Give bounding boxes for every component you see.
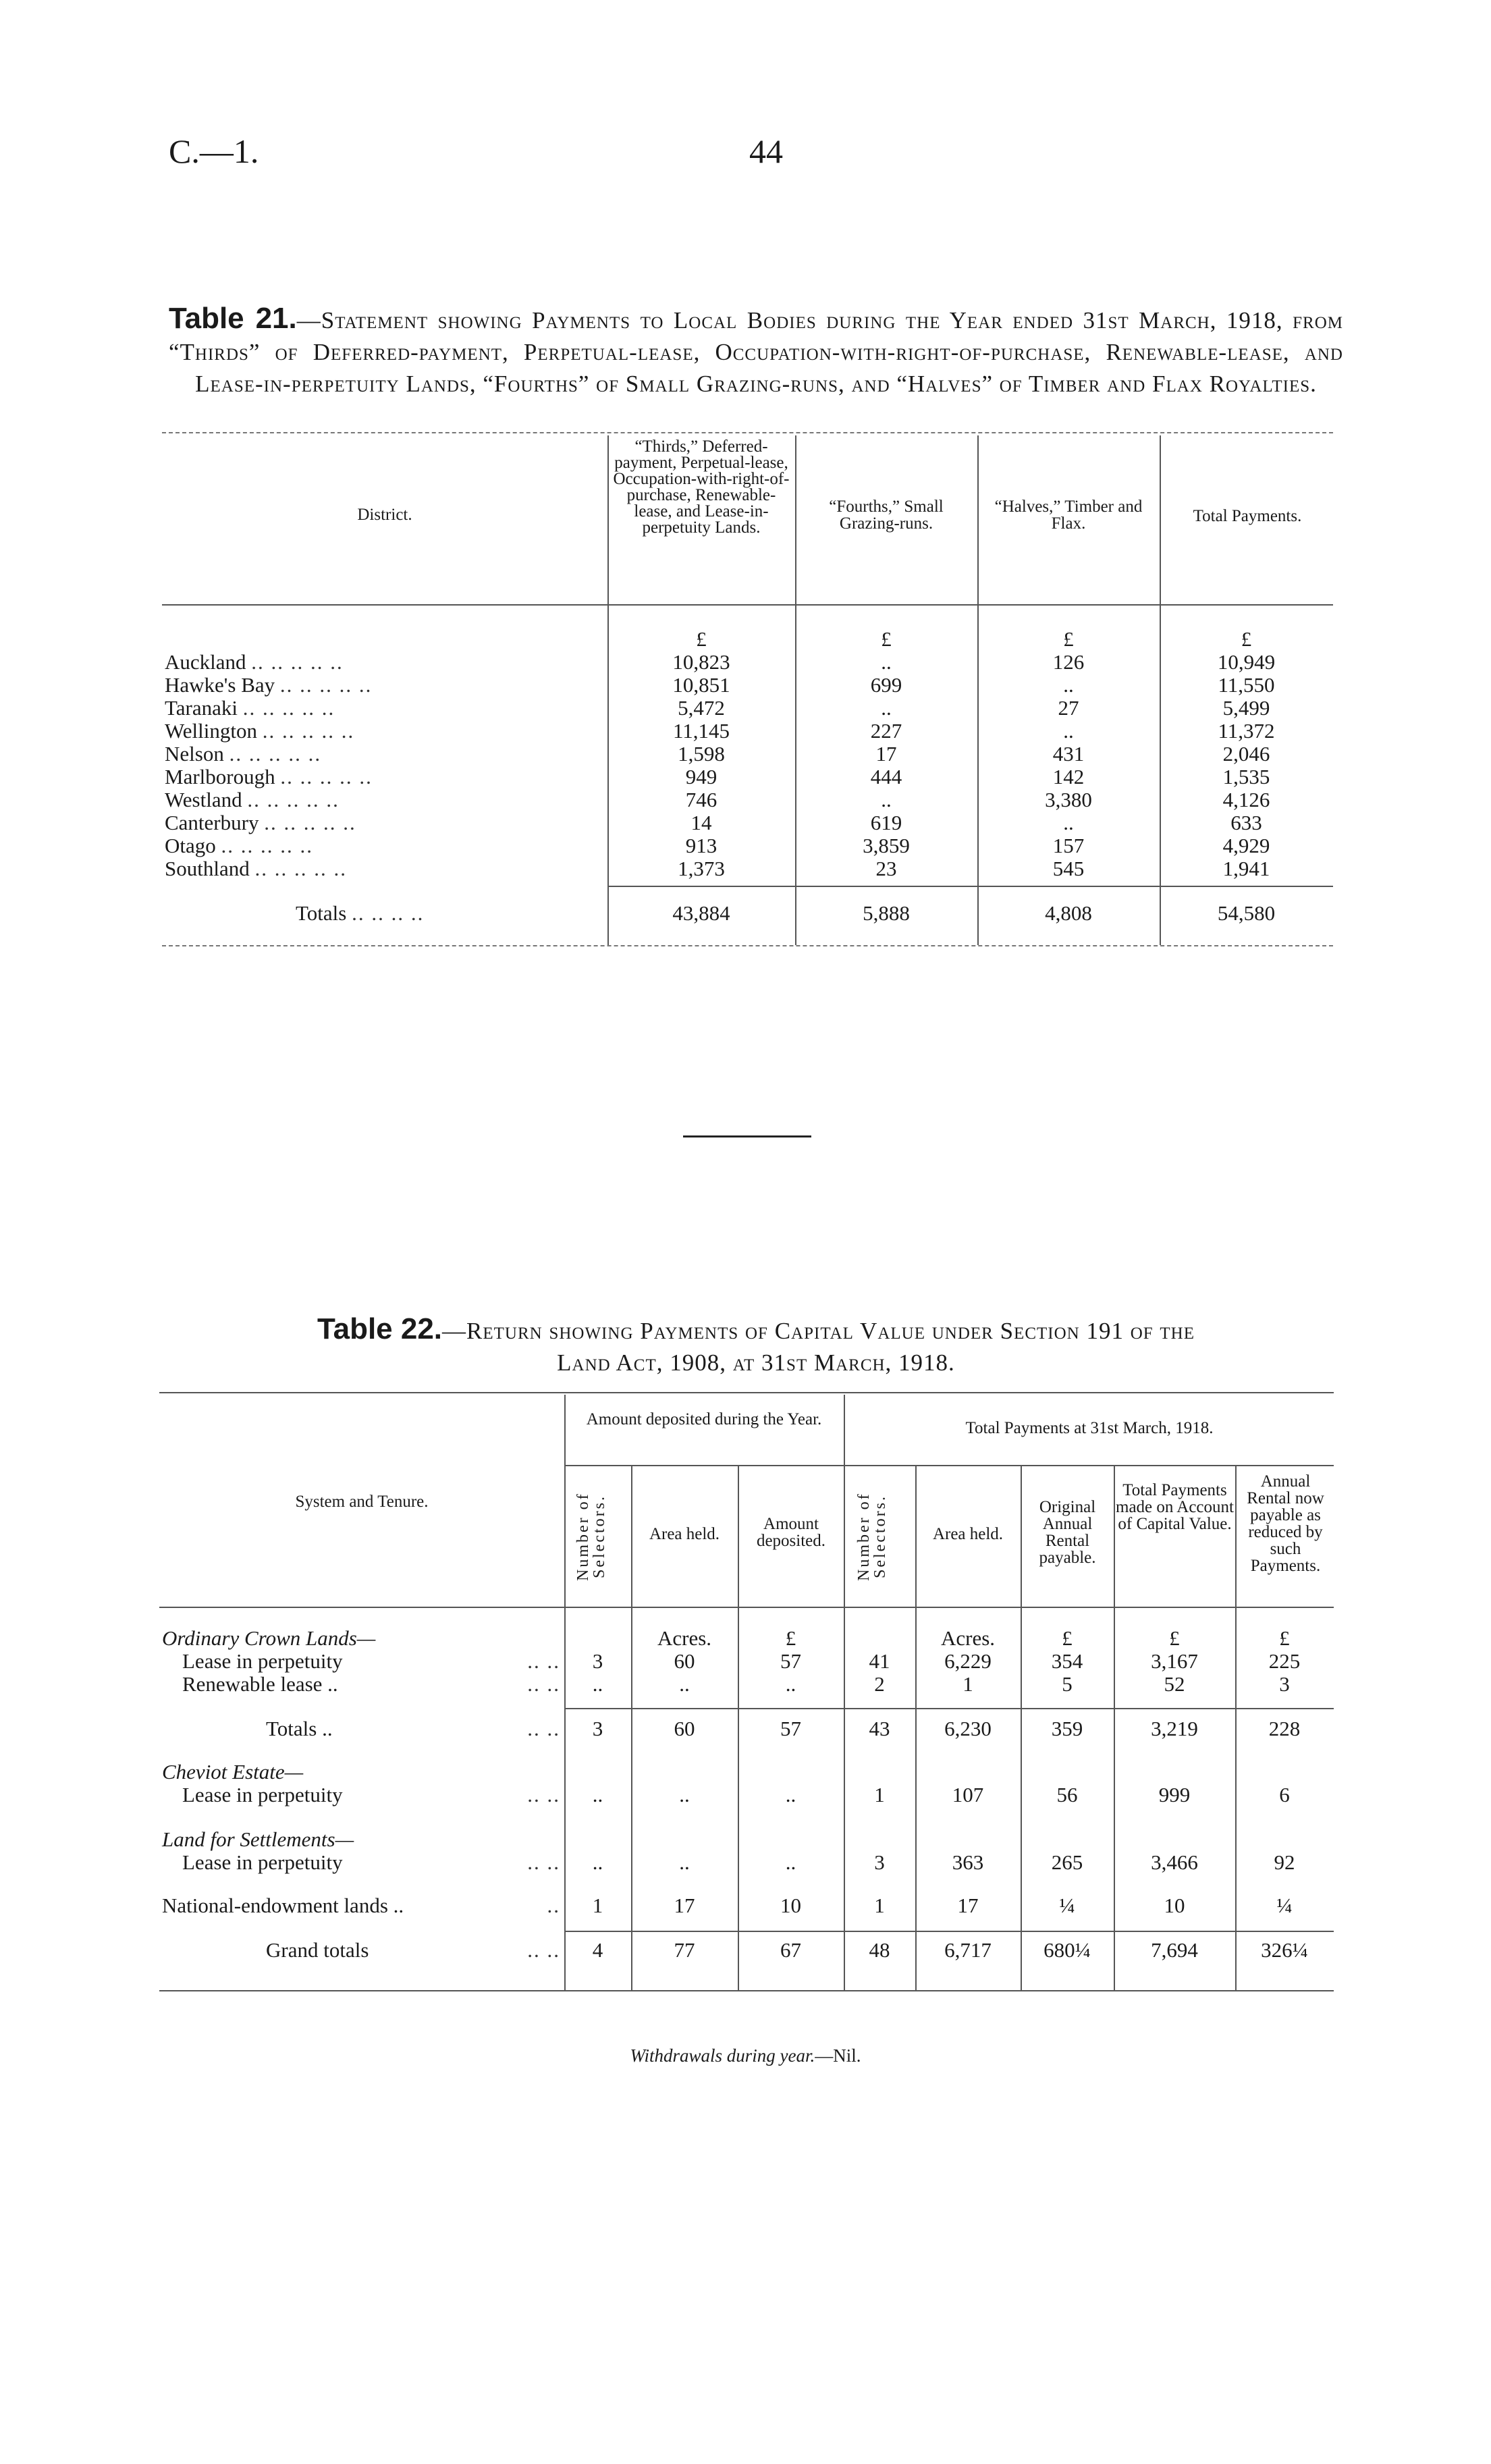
halves-value: 142 [1052,765,1085,788]
header-original-annual-rental: Original Annual Rental payable. [1039,1498,1096,1567]
halves-value: .. [1063,673,1074,697]
selectors-year: 1 [592,1894,603,1917]
area-year: .. [679,1783,690,1806]
withdrawals-footnote [0,2045,1491,2066]
spacer-row [161,880,1333,902]
total-value: 5,499 [1222,696,1270,720]
tenure-label: National-endowment lands .. [162,1894,404,1917]
halves-value: 545 [1052,857,1085,880]
district-name: Southland [165,857,250,880]
leader-dots: .. .. [527,1717,560,1740]
table-21-body [161,628,1333,925]
unit-acres: Acres. [657,1626,712,1650]
selectors-year: .. [592,1672,603,1696]
area-total: 1 [963,1672,973,1696]
annual-rental: 92 [1274,1850,1295,1874]
units-row [158,1627,1334,1650]
original-rental: 354 [1051,1649,1083,1673]
district-name: Taranaki [165,696,238,720]
district-name: Otago [165,834,216,857]
selectors-year: .. [592,1783,603,1806]
selectors-total: 3 [874,1850,885,1874]
halves-value: .. [1063,811,1074,834]
unit-pound: £ [1063,627,1074,651]
area-year: 77 [674,1938,695,1962]
thirds-value: 10,823 [672,650,730,674]
amount-year: 57 [780,1649,801,1673]
amount-year: 10 [780,1894,801,1917]
area-year: .. [679,1850,690,1874]
table-21-title [169,302,1343,400]
amount-year: .. [785,1783,796,1806]
original-rental: 265 [1051,1850,1083,1874]
header-area-held: Area held. [649,1525,720,1543]
total-value: 4,126 [1222,788,1270,811]
unit-pound: £ [1062,1626,1073,1650]
header-thirds: “Thirds,” Deferred-payment, Perpetual-lease, Occupation-with-right-of-purchase, Renewable-lease, and Lease-in-perpetuity Lands. [613,437,790,537]
annual-rental: 225 [1268,1649,1301,1673]
fourths-value: 619 [870,811,902,834]
halves-value: 431 [1052,742,1085,766]
table-22-title-line2: Land Act, 1908, at 31st March, 1918. [557,1349,955,1376]
tenure-label: Lease in perpetuity [182,1649,343,1673]
annual-rental: 6 [1279,1783,1290,1806]
selectors-total: 48 [869,1938,890,1962]
header-fourths: “Fourths,” Small Grazing-runs. [829,498,944,533]
halves-value: 157 [1052,834,1085,857]
header-area-held: Area held. [932,1525,1004,1543]
district-name: Auckland [165,650,246,674]
total-value: 2,046 [1222,742,1270,766]
table-22-bottom-rule [159,1990,1334,1991]
fourths-value: 23 [875,857,897,880]
leader-dots: .. .. .. .. .. [247,788,340,811]
original-rental: 359 [1051,1717,1083,1740]
table-21-label: Table 21. [169,302,297,335]
header-system-tenure: System and Tenure. [295,1493,429,1511]
table-row [158,1650,1334,1673]
header-total-payments: Total Payments. [1193,507,1302,525]
leader-dots: .. .. .. .. .. [264,811,356,834]
area-total: 6,717 [944,1938,992,1962]
table-row [161,743,1333,766]
area-total: 107 [952,1783,984,1806]
total-value: 11,550 [1218,673,1275,697]
selectors-total: 2 [874,1672,885,1696]
table-22-top-rule [159,1392,1334,1393]
header-number-of-selectors: Number of Selectors. [574,1492,608,1581]
leader-dots: .. .. .. .. .. [221,834,314,857]
leader-dots: .. .. .. .. .. [262,719,355,743]
table-row [161,651,1333,674]
table-21-header-rule [162,604,1333,606]
thirds-value: 746 [685,788,717,811]
tenure-label: Lease in perpetuity [182,1850,343,1874]
area-year: 60 [674,1649,695,1673]
total-value: 1,941 [1222,857,1270,880]
halves-value: 3,380 [1045,788,1092,811]
district-name: Marlborough [165,765,275,788]
fourths-value: 17 [875,742,897,766]
annual-rental: 326¼ [1261,1938,1308,1962]
thirds-value: 949 [685,765,717,788]
district-name: Wellington [165,719,257,743]
unit-pound: £ [696,627,707,651]
total-value: 633 [1230,811,1262,834]
header-amount-deposited-group: Amount deposited during the Year. [586,1410,822,1428]
leader-dots: .. .. .. .. .. [229,742,322,766]
unit-pound: £ [785,1626,796,1650]
area-total: 6,230 [944,1717,992,1740]
selectors-total: 1 [874,1894,885,1917]
area-total: 363 [952,1850,984,1874]
total-payments: 3,466 [1151,1850,1198,1874]
district-name: Westland [165,788,242,811]
thirds-total: 43,884 [672,901,730,925]
spacer-row [158,1806,1334,1828]
total-payments: 52 [1164,1672,1185,1696]
leader-dots: .. .. .. .. .. [280,765,373,788]
annual-rental: 3 [1279,1672,1290,1696]
header-number-of-selectors: Number of Selectors. [855,1492,889,1581]
footnote-label: Withdrawals during year. [630,2045,815,2066]
area-year: 60 [674,1717,695,1740]
district-name: Hawke's Bay [165,673,275,697]
tenure-label: Renewable lease .. [182,1672,338,1696]
section-land-for-settlements: Land for Settlements— [162,1827,354,1851]
selectors-total: 43 [869,1717,890,1740]
footnote-value: —Nil. [815,2045,861,2066]
selectors-total: 1 [874,1783,885,1806]
table-row [161,674,1333,697]
totals-label: Totals .. [266,1717,333,1740]
table-row [161,857,1333,880]
page-number: 44 [749,132,783,170]
halves-value: 27 [1058,696,1079,720]
totals-row [161,902,1333,925]
total-payments: 7,694 [1151,1938,1198,1962]
selectors-year: 4 [592,1938,603,1962]
table-row [161,720,1333,743]
fourths-value: .. [881,696,892,720]
section-row [158,1761,1334,1784]
table-row [158,1851,1334,1874]
thirds-value: 1,373 [678,857,725,880]
spacer-row [158,1740,1334,1761]
fourths-value: 699 [870,673,902,697]
thirds-value: 11,145 [672,719,730,743]
spacer-row [158,1917,1334,1939]
section-row [158,1828,1334,1851]
thirds-value: 14 [690,811,712,834]
total-payments: 999 [1158,1783,1191,1806]
original-rental: ¼ [1059,1894,1075,1917]
table-21-bottom-rule [162,945,1333,946]
section-cheviot-estate: Cheviot Estate— [162,1760,304,1784]
area-year: 17 [674,1894,695,1917]
header-total-payments-group: Total Payments at 31st March, 1918. [965,1419,1214,1437]
total-payments: 3,219 [1151,1717,1198,1740]
header-amount-deposited: Amount deposited. [756,1515,826,1550]
total-value: 11,372 [1218,719,1275,743]
total-value: 4,929 [1222,834,1270,857]
leader-dots: .. .. .. .. .. [242,696,335,720]
table-22-title-line1: —Return showing Payments of Capital Value under Section 191 of the [442,1318,1195,1344]
original-rental: 56 [1056,1783,1078,1806]
spacer-row [158,1696,1334,1717]
selectors-total: 41 [869,1649,890,1673]
leader-dots: .. .. .. .. [352,901,425,925]
unit-pound: £ [881,627,892,651]
table-row [158,1784,1334,1806]
table-21-top-rule [162,432,1333,433]
totals-label: Totals [296,901,347,925]
table-row [161,697,1333,720]
selectors-year: 3 [592,1649,603,1673]
annual-rental: 228 [1268,1717,1301,1740]
fourths-value: 3,859 [863,834,910,857]
area-total: 6,229 [944,1649,992,1673]
section-ordinary-crown-lands: Ordinary Crown Lands— [162,1626,376,1650]
leader-dots: .. .. [527,1783,560,1806]
leader-dots: .. .. .. .. .. [254,857,347,880]
selectors-year: 3 [592,1717,603,1740]
thirds-value: 10,851 [672,673,730,697]
halves-value: .. [1063,719,1074,743]
unit-pound: £ [1241,627,1252,651]
leader-dots: .. [547,1894,560,1917]
total-payments: 10 [1164,1894,1185,1917]
table-22-group-rule [564,1465,1334,1466]
header-district: District. [357,506,412,524]
series-reference: C.—1. [169,132,259,170]
table-22-header-rule [159,1607,1334,1608]
spacer-row [158,1874,1334,1894]
table-21-title-text: —Statement showing Payments to Local Bodies during the Year ended 31st March, 1918, from “Thirds” of Deferred-payment, Perpetual-lease, Occupation-with-right-of-purchase, Renewable-lease, and Lease-in-perpetuity Lands, “Fourths” of Small Grazing-runs, and “Halves” of Timber and Flax Royalties. [169,307,1344,397]
original-rental: 680¼ [1043,1938,1091,1962]
amount-year: 67 [780,1938,801,1962]
amount-year: .. [785,1850,796,1874]
unit-acres: Acres. [940,1626,996,1650]
grand-total: 54,580 [1217,901,1276,925]
table-row [161,834,1333,857]
grand-totals-label: Grand totals [266,1938,369,1962]
table-22-label: Table 22. [317,1312,443,1345]
units-row [161,628,1333,651]
amount-year: .. [785,1672,796,1696]
header-total-payments-capital: Total Payments made on Account of Capital Value. [1116,1481,1234,1533]
tenure-label: Lease in perpetuity [182,1783,343,1806]
fourths-total: 5,888 [863,901,910,925]
leader-dots: .. .. [527,1649,560,1673]
fourths-value: .. [881,650,892,674]
halves-value: 126 [1052,650,1085,674]
table-row [161,788,1333,811]
section-divider [683,1135,811,1137]
table-22-body [158,1627,1334,1962]
leader-dots: .. .. .. .. .. [279,673,373,697]
subtotal-row [158,1717,1334,1740]
fourths-value: 444 [870,765,902,788]
leader-dots: .. .. [527,1938,560,1962]
table-row [158,1673,1334,1696]
area-year: .. [679,1672,690,1696]
fourths-value: .. [881,788,892,811]
area-total: 17 [957,1894,979,1917]
halves-total: 4,808 [1045,901,1092,925]
fourths-value: 227 [870,719,902,743]
annual-rental: ¼ [1276,1894,1293,1917]
header-annual-rental-reduced: Annual Rental now payable as reduced by such Payments. [1247,1472,1324,1575]
total-payments: 3,167 [1151,1649,1198,1673]
grand-totals-row [158,1939,1334,1962]
thirds-value: 1,598 [678,742,725,766]
table-row [161,766,1333,788]
thirds-value: 5,472 [678,696,725,720]
table-row [158,1894,1334,1917]
district-name: Canterbury [165,811,259,834]
table-22-title [169,1313,1343,1378]
total-value: 1,535 [1222,765,1270,788]
leader-dots: .. .. .. .. .. [251,650,344,674]
district-name: Nelson [165,742,224,766]
header-halves: “Halves,” Timber and Flax. [994,498,1143,533]
table-row [161,811,1333,834]
amount-year: 57 [780,1717,801,1740]
unit-pound: £ [1169,1626,1180,1650]
unit-pound: £ [1279,1626,1290,1650]
total-value: 10,949 [1217,650,1276,674]
thirds-value: 913 [685,834,717,857]
selectors-year: .. [592,1850,603,1874]
leader-dots: .. .. [527,1672,560,1696]
original-rental: 5 [1062,1672,1073,1696]
leader-dots: .. .. [527,1850,560,1874]
